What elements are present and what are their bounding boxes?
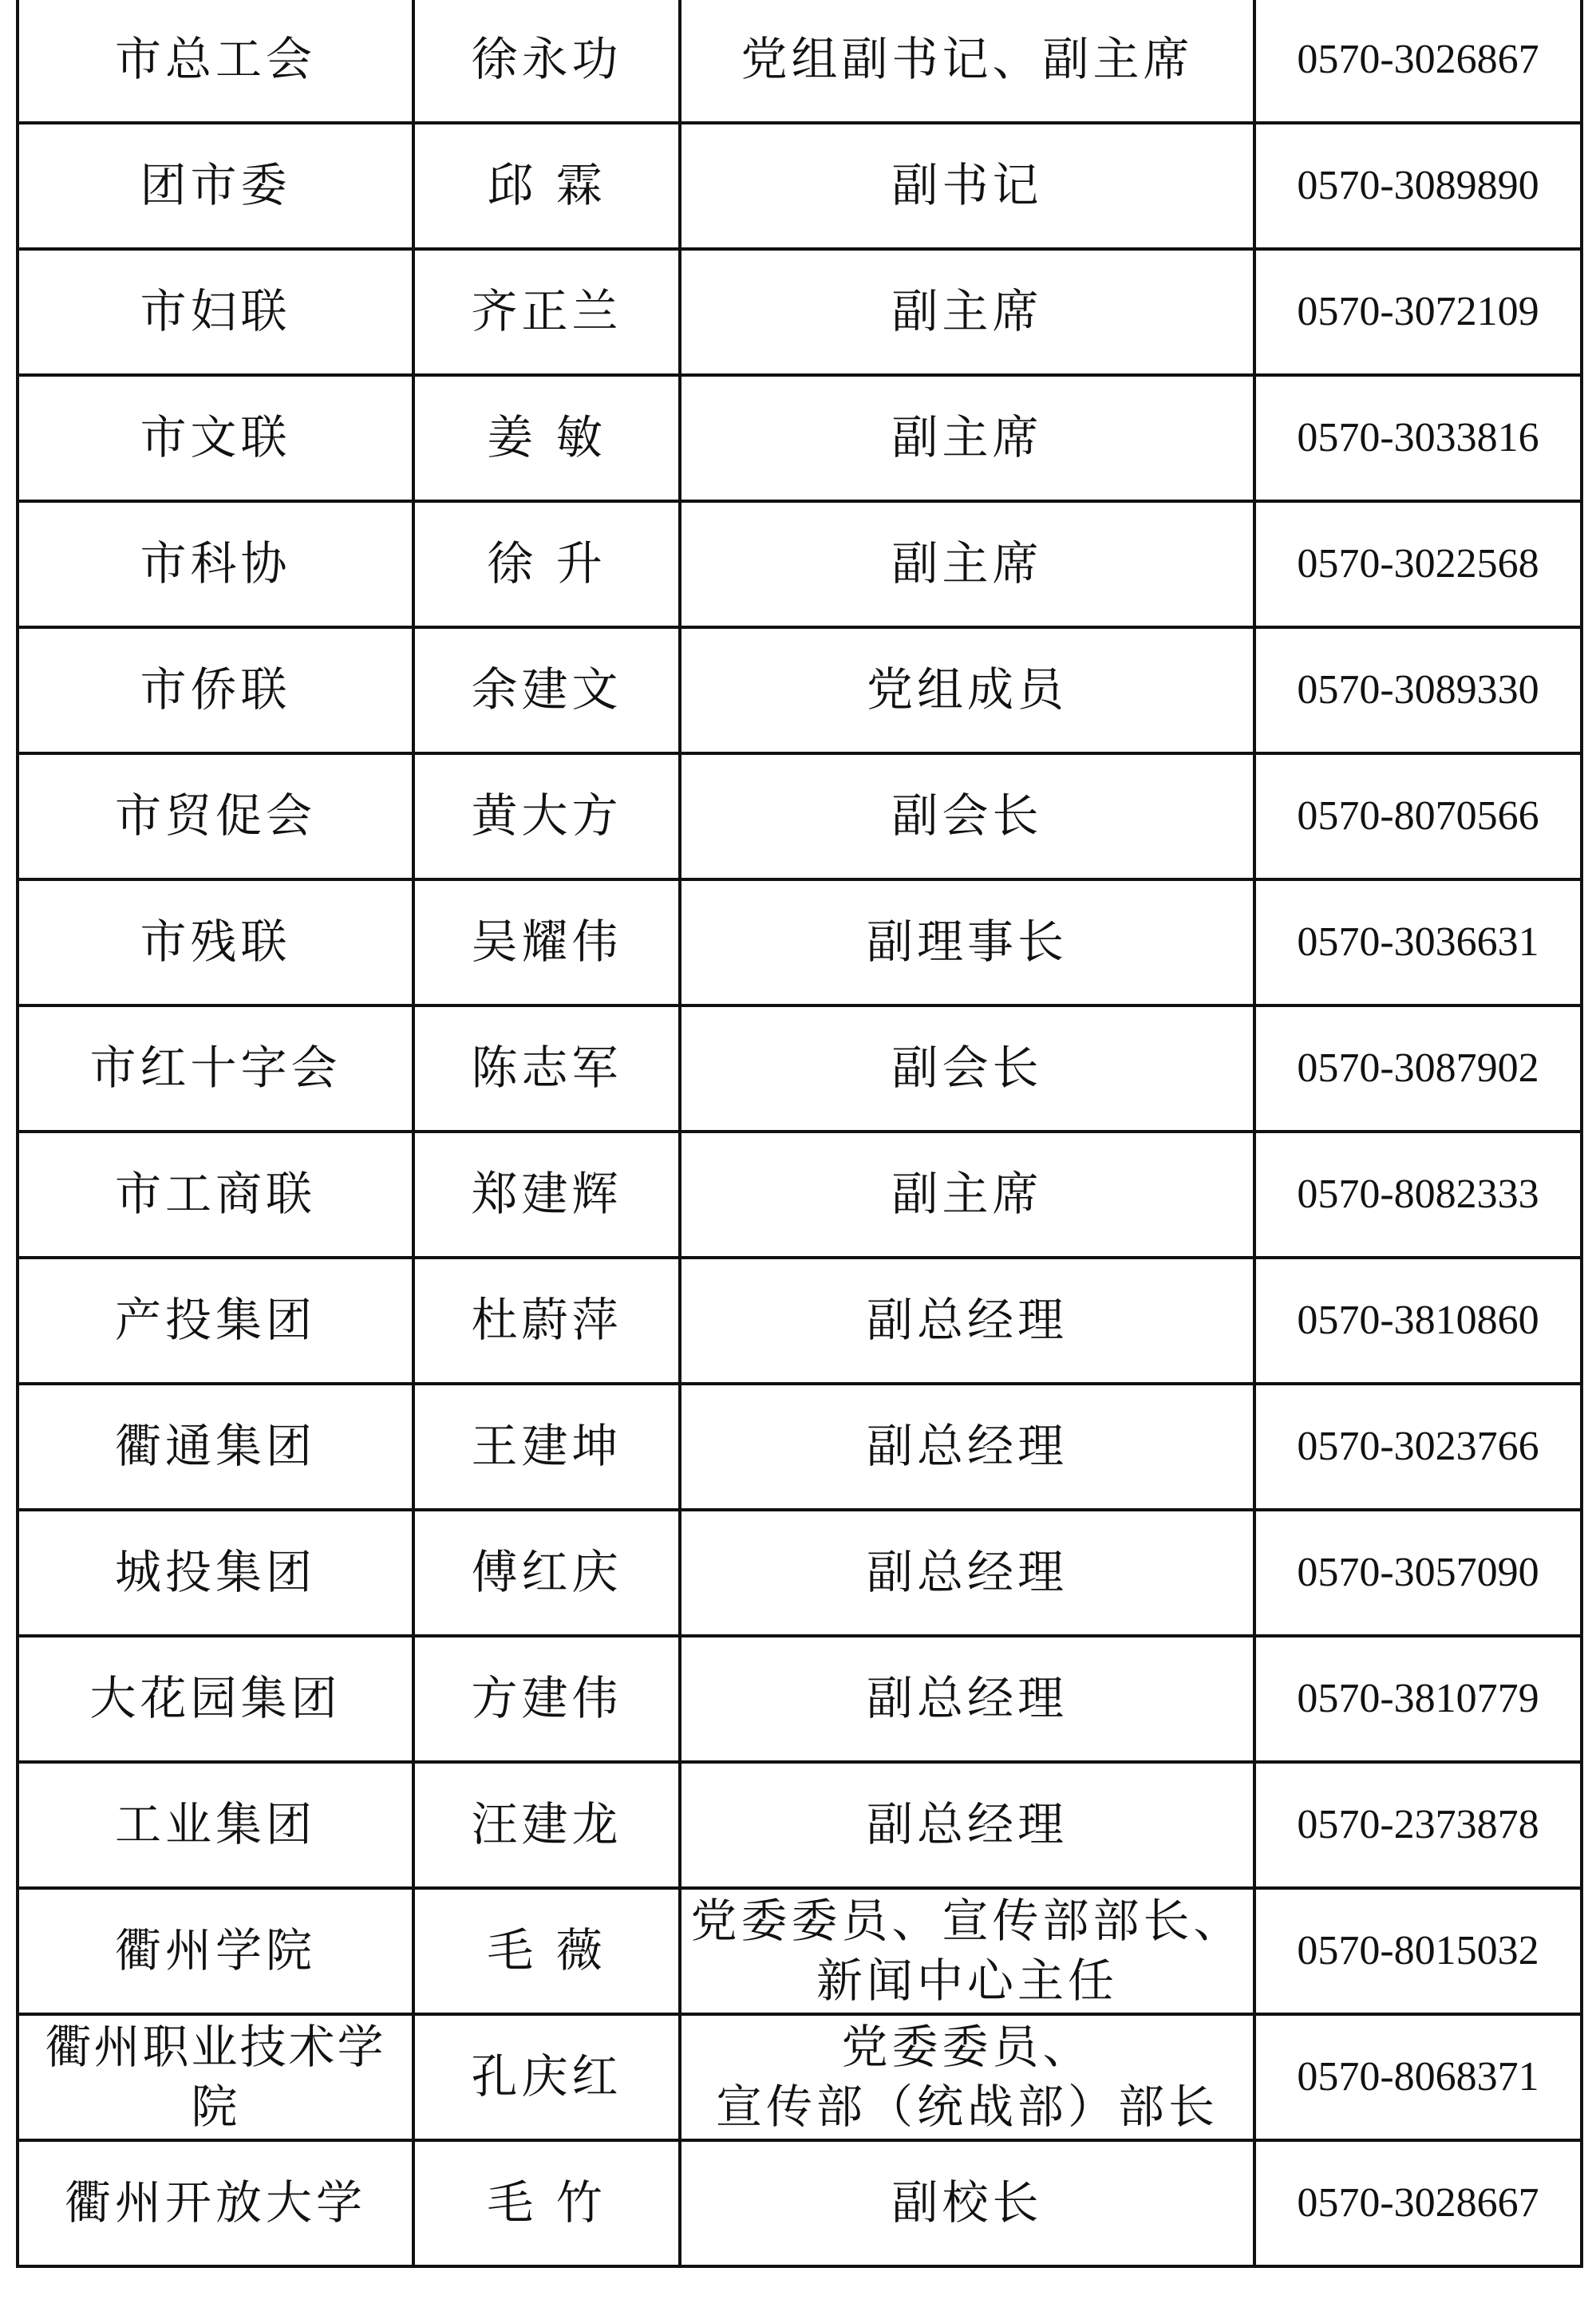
name-cell: 陈志军 [413, 1005, 680, 1132]
title-cell [680, 1005, 1254, 1132]
phone-cell: 0570-3023766 [1254, 1384, 1582, 1510]
title-cell [680, 0, 1254, 123]
name-cell: 毛 竹 [413, 2140, 680, 2266]
phone-cell: 0570-3022568 [1254, 501, 1582, 627]
contacts-table [16, 0, 1583, 2268]
phone-cell: 0570-2373878 [1254, 1762, 1582, 1888]
org-cell: 城投集团 [18, 1510, 413, 1636]
title-cell [680, 1888, 1254, 2014]
title-cell [680, 879, 1254, 1005]
table-row [18, 753, 1582, 879]
name-cell: 齐正兰 [413, 249, 680, 375]
phone-cell: 0570-3036631 [1254, 879, 1582, 1005]
title-cell [680, 123, 1254, 249]
phone-cell: 0570-3087902 [1254, 1005, 1582, 1132]
title-line: 副总经理 [866, 1419, 1068, 1474]
title-line: 副主席 [891, 284, 1043, 339]
table-row [18, 879, 1582, 1005]
title-line: 党委委员、 [841, 2019, 1093, 2074]
table-row [18, 1762, 1582, 1888]
title-line: 新闻中心主任 [816, 1954, 1118, 2008]
table-row [18, 1636, 1582, 1762]
title-line: 党组副书记、副主席 [741, 32, 1194, 87]
table-row [18, 2014, 1582, 2140]
org-cell: 衢州开放大学 [18, 2140, 413, 2266]
org-cell: 大花园集团 [18, 1636, 413, 1762]
title-line: 党委委员、宣传部部长、 [690, 1893, 1244, 1948]
table-row [18, 1888, 1582, 2014]
title-line: 副主席 [891, 536, 1043, 591]
phone-cell: 0570-3089330 [1254, 627, 1582, 753]
title-cell [680, 2014, 1254, 2140]
org-cell: 市侨联 [18, 627, 413, 753]
name-cell: 黄大方 [413, 753, 680, 879]
table-row [18, 1132, 1582, 1258]
table-row [18, 1384, 1582, 1510]
phone-cell: 0570-3026867 [1254, 0, 1582, 123]
title-line: 副理事长 [866, 915, 1068, 970]
title-line: 宣传部（统战部）部长 [715, 2080, 1219, 2134]
org-cell: 衢通集团 [18, 1384, 413, 1510]
title-line: 副总经理 [866, 1545, 1068, 1600]
table-row [18, 123, 1582, 249]
title-cell [680, 627, 1254, 753]
name-cell: 吴耀伟 [413, 879, 680, 1005]
title-cell [680, 753, 1254, 879]
contacts-table-body [18, 0, 1582, 2266]
table-row [18, 1258, 1582, 1384]
org-cell: 市贸促会 [18, 753, 413, 879]
title-line: 副主席 [891, 410, 1043, 465]
title-cell [680, 1258, 1254, 1384]
name-cell: 毛 薇 [413, 1888, 680, 2014]
name-cell: 徐永功 [413, 0, 680, 123]
title-cell [680, 501, 1254, 627]
name-cell: 余建文 [413, 627, 680, 753]
org-cell: 市残联 [18, 879, 413, 1005]
org-cell: 市红十字会 [18, 1005, 413, 1132]
name-cell: 徐 升 [413, 501, 680, 627]
phone-cell: 0570-8015032 [1254, 1888, 1582, 2014]
name-cell: 姜 敏 [413, 375, 680, 501]
table-row [18, 249, 1582, 375]
title-line: 副总经理 [866, 1797, 1068, 1852]
title-line: 副会长 [891, 1041, 1043, 1096]
title-cell [680, 249, 1254, 375]
title-cell [680, 1636, 1254, 1762]
phone-cell: 0570-8082333 [1254, 1132, 1582, 1258]
table-row [18, 0, 1582, 123]
name-cell: 傅红庆 [413, 1510, 680, 1636]
table-row [18, 1005, 1582, 1132]
table-row [18, 627, 1582, 753]
org-cell: 市妇联 [18, 249, 413, 375]
table-row [18, 375, 1582, 501]
title-line: 副主席 [891, 1167, 1043, 1222]
org-cell: 团市委 [18, 123, 413, 249]
name-cell: 方建伟 [413, 1636, 680, 1762]
title-line: 副总经理 [866, 1293, 1068, 1348]
table-row [18, 1510, 1582, 1636]
name-cell: 杜蔚萍 [413, 1258, 680, 1384]
title-cell [680, 375, 1254, 501]
title-line: 副校长 [891, 2175, 1043, 2230]
org-cell: 市科协 [18, 501, 413, 627]
table-row [18, 501, 1582, 627]
title-cell [680, 1132, 1254, 1258]
title-cell [680, 2140, 1254, 2266]
title-cell [680, 1384, 1254, 1510]
phone-cell: 0570-8070566 [1254, 753, 1582, 879]
name-cell: 邱 霖 [413, 123, 680, 249]
phone-cell: 0570-3057090 [1254, 1510, 1582, 1636]
phone-cell: 0570-3810779 [1254, 1636, 1582, 1762]
org-cell: 市工商联 [18, 1132, 413, 1258]
phone-cell: 0570-3810860 [1254, 1258, 1582, 1384]
name-cell: 孔庆红 [413, 2014, 680, 2140]
title-line: 党组成员 [866, 662, 1068, 717]
phone-cell: 0570-3028667 [1254, 2140, 1582, 2266]
name-cell: 王建坤 [413, 1384, 680, 1510]
title-line: 副总经理 [866, 1671, 1068, 1726]
phone-cell: 0570-3089890 [1254, 123, 1582, 249]
title-line: 副会长 [891, 788, 1043, 843]
phone-cell: 0570-8068371 [1254, 2014, 1582, 2140]
org-cell: 市文联 [18, 375, 413, 501]
phone-cell: 0570-3033816 [1254, 375, 1582, 501]
phone-cell: 0570-3072109 [1254, 249, 1582, 375]
org-cell: 衢州学院 [18, 1888, 413, 2014]
title-line: 副书记 [891, 158, 1043, 213]
org-cell: 市总工会 [18, 0, 413, 123]
org-cell: 衢州职业技术学院 [18, 2014, 413, 2140]
org-cell: 工业集团 [18, 1762, 413, 1888]
table-row [18, 2140, 1582, 2266]
title-cell [680, 1510, 1254, 1636]
title-cell [680, 1762, 1254, 1888]
name-cell: 郑建辉 [413, 1132, 680, 1258]
name-cell: 汪建龙 [413, 1762, 680, 1888]
org-cell: 产投集团 [18, 1258, 413, 1384]
